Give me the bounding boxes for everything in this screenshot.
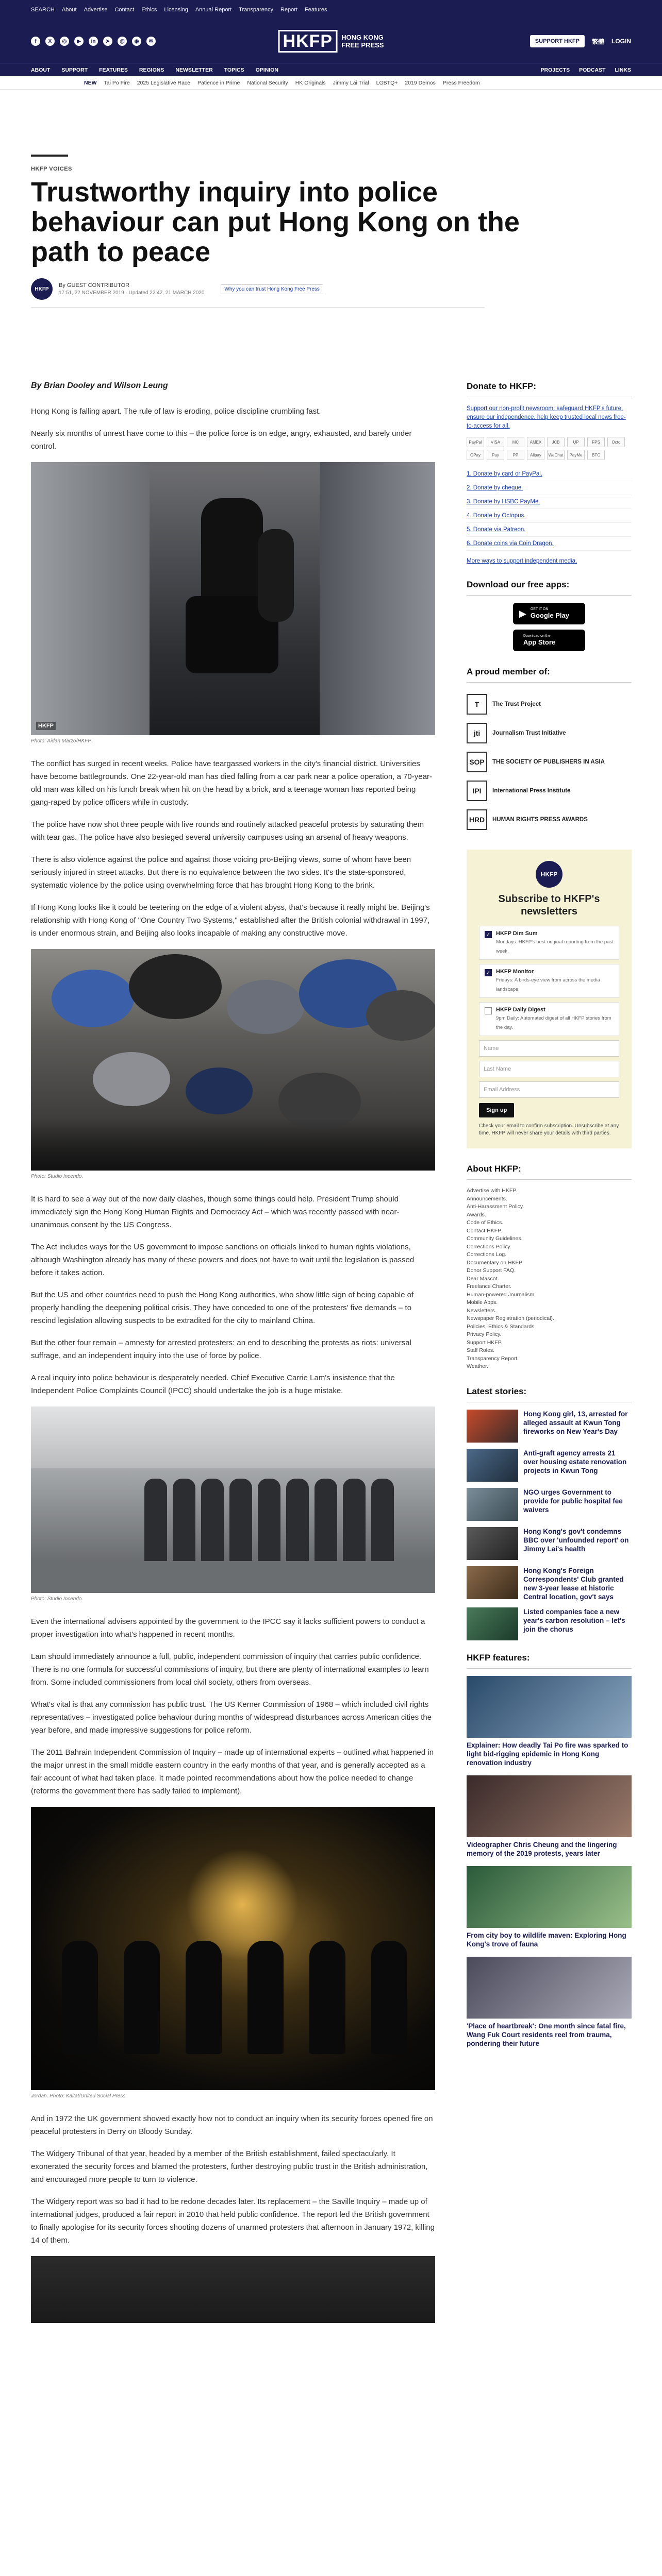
trending-bar: [0, 76, 662, 90]
feature-image[interactable]: [467, 1957, 632, 2019]
latest-story[interactable]: [467, 1488, 632, 1521]
silhouette: [309, 1941, 345, 2054]
youtube-icon[interactable]: ▶: [74, 37, 84, 46]
article-paragraph: Even the international advisers appointed by the government to the IPCC say it lacks sufficient powers to conduct a proper investigation into what's happened in recent months.: [31, 1617, 425, 1639]
story-title[interactable]: Anti-graft agency arrests 21 over housing estate renovation projects in Kwun Tong: [523, 1449, 627, 1475]
nav-item-projects[interactable]: PROJECTS: [540, 66, 570, 73]
donate-option-link[interactable]: 1. Donate by card or PayPal.: [467, 467, 632, 481]
article-body: [31, 381, 435, 2323]
newsletter-option-name: HKFP Monitor: [496, 969, 534, 975]
payment-pay-icon: Pay: [487, 450, 504, 460]
donate-heading: Donate to HKFP:: [467, 381, 632, 397]
newsletter-option-desc: Fridays: A birds-eye view from across the media landscape.: [496, 977, 600, 992]
nav-item-support[interactable]: SUPPORT: [61, 66, 88, 73]
name-field[interactable]: Name: [479, 1040, 619, 1057]
feature-title[interactable]: Explainer: How deadly Tai Po fire was sparked to light bid-rigging epidemic in Hong Kong renovation industry: [467, 1741, 628, 1767]
site-logo[interactable]: [278, 30, 384, 53]
story-title[interactable]: Listed companies face a new year's carbon resolution – let's join the chorus: [523, 1607, 625, 1633]
newsletter-option-name: HKFP Daily Digest: [496, 1007, 545, 1013]
article-byline: [31, 278, 485, 308]
google-play-badge[interactable]: [513, 603, 585, 624]
about-link[interactable]: Transparency Report.: [467, 1355, 519, 1362]
payment-icons: [467, 437, 632, 460]
about-link[interactable]: Code of Ethics.: [467, 1219, 504, 1226]
email-field[interactable]: Email Address: [479, 1081, 619, 1098]
member-logo: T: [467, 694, 487, 715]
logo-text: [341, 33, 384, 49]
umbrella: [227, 980, 304, 1034]
google-play-icon: ▶: [519, 608, 526, 619]
donate-option-link[interactable]: 3. Donate by HSBC PayMe.: [467, 495, 632, 509]
trending-new-label: NEW: [84, 79, 97, 86]
about-link[interactable]: Weather.: [467, 1363, 488, 1369]
language-toggle[interactable]: 繁體: [591, 38, 604, 45]
member-list: [467, 690, 632, 834]
article-paragraph: But the US and other countries need to push the Hong Kong authorities, who show little sign of being capable of properly handling the deepening political crisis. They have conceded to one of the protesters' five demands – to rescind legislation allowing suspects to be extradited for the city to mainland China.: [31, 1291, 414, 1325]
utility-link-advertise[interactable]: Advertise: [84, 7, 108, 13]
x-icon[interactable]: X: [45, 37, 55, 46]
newsletter-checkbox[interactable]: ✓: [485, 969, 492, 976]
pavement: [31, 1561, 435, 1593]
sidebar: [467, 381, 632, 2056]
linkedin-icon[interactable]: in: [89, 37, 98, 46]
about-link[interactable]: Advertise with HKFP.: [467, 1188, 517, 1194]
google-play-big: Google Play: [530, 611, 569, 619]
trending-link[interactable]: 2025 Legislative Race: [137, 79, 191, 86]
article-photo: [31, 949, 435, 1171]
latest-story[interactable]: [467, 1449, 632, 1482]
main-nav: [0, 63, 662, 76]
byline-meta: [59, 282, 204, 296]
utility-link-transparency[interactable]: Transparency: [239, 7, 273, 13]
utility-bar: [0, 0, 662, 20]
payment-fps-icon: FPS: [587, 437, 605, 447]
member-logo: jti: [467, 723, 487, 743]
trending-link[interactable]: National Security: [247, 79, 288, 86]
about-link[interactable]: Newsletters.: [467, 1307, 496, 1314]
article-photo: [31, 1807, 435, 2090]
photo-caption: Photo: Aidan Marzo/HKFP.: [31, 738, 92, 744]
trending-link[interactable]: 2019 Demos: [405, 79, 436, 86]
utility-link-features[interactable]: Features: [305, 7, 327, 13]
about-link[interactable]: Donor Support FAQ.: [467, 1267, 516, 1274]
payment-jcb-icon: JCB: [547, 437, 565, 447]
google-play-text: [531, 607, 569, 620]
newsletter-option-text: [496, 969, 614, 993]
member-item[interactable]: [467, 690, 632, 719]
nav-item-newsletter[interactable]: NEWSLETTER: [175, 66, 213, 73]
nav-item-links[interactable]: LINKS: [615, 66, 631, 73]
threads-icon[interactable]: @: [118, 37, 127, 46]
feature-item[interactable]: [467, 1866, 632, 1948]
article-paragraph: The police have now shot three people with live rounds and routinely attacked peaceful protests by saturating them with tear gas. The police have also besieged several university campuses using an arsenal of heavy weapons.: [31, 820, 424, 842]
member-name: HUMAN RIGHTS PRESS AWARDS: [492, 817, 588, 823]
article-authors: By Brian Dooley and Wilson Leung: [31, 381, 168, 390]
logo-line-1: HONG KONG: [341, 33, 384, 41]
utility-link-annual-report[interactable]: Annual Report: [195, 7, 232, 13]
header-actions: [530, 35, 631, 47]
article-dates: 17:51, 22 NOVEMBER 2019 · Updated 22:42, 21 MARCH 2020: [59, 290, 205, 296]
donate-intro-link[interactable]: Support our non-profit newsroom: safeguard HKFP's future, ensure our independence, help keep trusted local news free-to-access for all.: [467, 405, 626, 429]
about-link[interactable]: Awards.: [467, 1211, 486, 1218]
feature-image[interactable]: [467, 1775, 632, 1837]
article-paragraph: What's vital is that any commission has public trust. The US Kerner Commission of 1968 – which included civil rights representatives – investigated police behaviour during months of widespread disturbances across American cities the year before, and made impressive suggestions for police reform.: [31, 1700, 432, 1735]
about-link[interactable]: Documentary on HKFP.: [467, 1259, 523, 1266]
facebook-icon[interactable]: f: [31, 37, 40, 46]
photo-caption: Photo: Studio Incendo.: [31, 1596, 84, 1602]
member-name: International Press Institute: [492, 788, 571, 794]
byline-author-name[interactable]: GUEST CONTRIBUTOR: [67, 282, 130, 289]
umbrella: [366, 990, 435, 1041]
story-title[interactable]: Hong Kong girl, 13, arrested for alleged assault at Kwun Tong fireworks on New Year's Day: [523, 1410, 628, 1435]
latest-stories: [467, 1410, 632, 1640]
instagram-icon[interactable]: ◎: [60, 37, 69, 46]
story-thumbnail[interactable]: [467, 1488, 518, 1521]
article-photo: [31, 2256, 435, 2323]
site-header: [0, 20, 662, 63]
article-paragraph: And in 1972 the UK government showed exactly how not to conduct an inquiry when its security forces opened fire on peaceful protesters in Derry on Bloody Sunday.: [31, 2114, 433, 2136]
latest-story[interactable]: [467, 1566, 632, 1601]
about-link[interactable]: Staff Roles.: [467, 1347, 495, 1353]
newsletter-option[interactable]: [479, 926, 619, 960]
article-paragraph: Lam should immediately announce a full, public, independent commission of inquiry that carries public confidence. There is no one formula for successful commissions of inquiry, but there are plenty of international examples to learn from. Some included commissioners from local civil society, others from overseas.: [31, 1652, 429, 1687]
byline-prefix: By: [59, 282, 65, 289]
trending-link[interactable]: Jimmy Lai Trial: [333, 79, 369, 86]
newsletter-option[interactable]: [479, 964, 619, 998]
newsletter-option-desc: Mondays: HKFP's best original reporting from the past week.: [496, 939, 614, 954]
utility-link-ethics[interactable]: Ethics: [141, 7, 157, 13]
bystander: [258, 529, 294, 622]
article-paragraph: There is also violence against the police and against those voicing pro-Beijing views, some of whom have been seriously injured in street attacks. But there is no equivalence between the two sides. It's the state-sponsored, systematic violence by the police using overwhelming force that has brought Hong Kong to the brink.: [31, 855, 411, 890]
app-store-text: [523, 634, 555, 647]
nav-item-regions[interactable]: REGIONS: [139, 66, 164, 73]
about-link[interactable]: Privacy Policy.: [467, 1331, 502, 1337]
building-facade: [31, 1406, 435, 1468]
photo-caption: Photo: Studio Incendo.: [31, 1174, 84, 1179]
apps-heading: Download our free apps:: [467, 580, 632, 596]
title-rule: [31, 155, 68, 157]
article-paragraph: If Hong Kong looks like it could be teetering on the edge of a violent abyss, that's because it really might be. Beijing's relationship with Hong Kong of "One Country Two Systems," established after the British colonial withdrawal in 1997, is under enormous strain, and Beijing also looks incapable of making any constructive move.: [31, 903, 430, 938]
member-name: The Trust Project: [492, 701, 541, 707]
article-paragraph: A real inquiry into police behaviour is desperately needed. Chief Executive Carrie Lam's insistence that the Independent Police Complaints Council (IPCC) should undertake the job is a huge mistake.: [31, 1374, 395, 1395]
signup-button[interactable]: Sign up: [479, 1103, 514, 1117]
byline-author: [59, 282, 204, 289]
article-photo: [31, 1406, 435, 1593]
utility-link-contact[interactable]: Contact: [114, 7, 135, 13]
story-thumbnail[interactable]: [467, 1527, 518, 1560]
article-paragraph: The 2011 Bahrain Independent Commission of Inquiry – made up of international experts – outlined what happened in the major unrest in the small middle eastern country in the early months of that year, and is generally accepted as a fair account of what had taken place. It made pointed recommendations about how the police needed to change (reforms the government there has sadly failed to implement).: [31, 1748, 434, 1795]
donate-intro: [467, 404, 632, 431]
support-hkfp-button[interactable]: SUPPORT HKFP: [530, 35, 585, 47]
member-name: Journalism Trust Initiative: [492, 730, 566, 736]
nav-item-about[interactable]: ABOUT: [31, 66, 51, 73]
storefront-right: [320, 462, 435, 735]
newsletter-note: Check your email to confirm subscription. Unsubscribe at any time. HKFP will never share your details with third parties.: [479, 1123, 619, 1136]
about-link[interactable]: Corrections Policy.: [467, 1243, 511, 1250]
about-link[interactable]: Anti-Harassment Policy.: [467, 1204, 524, 1210]
member-item[interactable]: [467, 748, 632, 776]
story-thumbnail[interactable]: [467, 1410, 518, 1443]
feature-item[interactable]: [467, 1775, 632, 1858]
member-item[interactable]: [467, 805, 632, 834]
newsletter-title: Subscribe to HKFP's newsletters: [498, 893, 600, 917]
payment-pp-icon: PP: [507, 450, 524, 460]
nav-item-topics[interactable]: TOPICS: [224, 66, 244, 73]
login-link[interactable]: LOGIN: [611, 38, 631, 45]
trending-link[interactable]: Press Freedom: [442, 79, 480, 86]
story-thumbnail[interactable]: [467, 1449, 518, 1482]
about-link[interactable]: Dear Mascot.: [467, 1275, 499, 1282]
newsletter-logo: HKFP: [536, 861, 562, 888]
article-paragraph: The conflict has surged in recent weeks. Police have teargassed workers in the city's financial district. Universities have become battlegrounds. One 22-year-old man has died falling from a car park near a police operation, a 70-year-old man was killed on his lunch break when hit on the head by a brick, and a teenage woman has reported being gang-raped by police officers while in custody.: [31, 759, 432, 807]
newsletter-option-desc: 9pm Daily: Automated digest of all HKFP stories from the day.: [496, 1015, 611, 1030]
payment-visa-icon: VISA: [487, 437, 504, 447]
umbrella: [52, 970, 134, 1027]
social-icons: [31, 37, 156, 46]
newsletter-option[interactable]: [479, 1002, 619, 1036]
utility-link-report[interactable]: Report: [280, 7, 298, 13]
telegram-icon[interactable]: ➤: [103, 37, 112, 46]
payment-mc-icon: MC: [507, 437, 524, 447]
trending-link[interactable]: Tai Po Fire: [104, 79, 130, 86]
feature-item[interactable]: [467, 1957, 632, 2048]
author-avatar: HKFP: [31, 278, 53, 300]
about-link[interactable]: Policies, Ethics & Standards.: [467, 1323, 536, 1330]
newsletter-box: [467, 850, 632, 1148]
logo-line-2: FREE PRESS: [341, 41, 384, 49]
silhouette: [124, 1941, 160, 2054]
donate-option-link[interactable]: 5. Donate via Patreon.: [467, 523, 632, 537]
newsletter-checkbox[interactable]: [485, 1007, 492, 1014]
member-logo: IPI: [467, 781, 487, 801]
feature-title[interactable]: Videographer Chris Cheung and the lingering memory of the 2019 protests, years later: [467, 1840, 617, 1857]
payment-alipay-icon: Alipay: [527, 450, 544, 460]
silhouette: [62, 1941, 98, 2054]
about-heading: About HKFP:: [467, 1164, 632, 1180]
about-link[interactable]: Community Guidelines.: [467, 1235, 523, 1242]
article-paragraph: Nearly six months of unrest have come to this – the police force is on edge, angry, exhausted, and barely under control.: [31, 429, 412, 451]
member-logo: HRD: [467, 809, 487, 830]
feature-image[interactable]: [467, 1676, 632, 1738]
article-photo: [31, 462, 435, 735]
donate-options: [467, 467, 632, 551]
google-play-small: GET IT ON: [530, 607, 549, 611]
article-paragraph: It is hard to see a way out of the now daily clashes, though some things could help. President Trump should immediately sign the Hong Kong Human Rights and Democracy Act – which was recently passed with near-unanimous consent by the US Congress.: [31, 1195, 400, 1229]
crowd-shadow: [31, 1119, 435, 1171]
article-paragraph: Hong Kong is falling apart. The rule of law is eroding, police discipline crumbling fast.: [31, 407, 321, 416]
feature-title[interactable]: From city boy to wildlife maven: Exploring Hong Kong's trove of fauna: [467, 1931, 626, 1948]
story-thumbnail[interactable]: [467, 1566, 518, 1599]
nav-item-podcast[interactable]: PODCAST: [579, 66, 606, 73]
payment-btc-icon: BTC: [587, 450, 605, 460]
trending-link[interactable]: LGBTQ+: [376, 79, 398, 86]
newsletter-options: [479, 926, 619, 1036]
member-item[interactable]: [467, 776, 632, 805]
silhouette: [371, 1941, 407, 2054]
payment-gpay-icon: GPay: [467, 450, 484, 460]
main-nav-right: [541, 67, 631, 73]
article-header: [31, 155, 631, 308]
features-list: [467, 1676, 632, 2048]
logo-mark: HKFP: [278, 30, 338, 53]
latest-heading: Latest stories:: [467, 1386, 632, 1402]
story-thumbnail[interactable]: [467, 1607, 518, 1640]
app-store-badge[interactable]: [513, 630, 585, 651]
article-paragraph: The Widgery report was so bad it had to be redone decades later. Its replacement – the Saville Inquiry – made up of international judges, produced a fair report in 2010 that held public confidence. The report led the British government to finally apologise for its security forces shooting dozens of unarmed protesters that afternoon in January 1972, killing 14 of them.: [31, 2197, 435, 2245]
app-store-small: Download on the: [523, 634, 551, 638]
article-kicker[interactable]: HKFP VOICES: [31, 166, 72, 172]
storefront-left: [31, 462, 150, 735]
article-paragraph: The Widgery Tribunal of that year, headed by a member of the British establishment, failed spectacularly. It exonerated the security forces and blamed the protesters, further destroying public trust in the British administration, and encouraged more people to turn to violence.: [31, 2149, 428, 2184]
donate-option-link[interactable]: 2. Donate by cheque.: [467, 481, 632, 495]
newsletter-option-text: [496, 930, 614, 955]
newsletter-option-name: HKFP Dim Sum: [496, 930, 538, 937]
story-title[interactable]: Hong Kong's gov't condemns BBC over 'unfounded report' on Jimmy Lai's health: [523, 1527, 629, 1553]
latest-story[interactable]: [467, 1607, 632, 1640]
nav-item-opinion[interactable]: OPINION: [255, 66, 278, 73]
payment-wechat-icon: WeChat: [547, 450, 565, 460]
nav-item-features[interactable]: FEATURES: [99, 66, 128, 73]
feature-image[interactable]: [467, 1866, 632, 1928]
silhouette: [247, 1941, 284, 2054]
feature-item[interactable]: [467, 1676, 632, 1767]
trending-link[interactable]: HK Originals: [295, 79, 326, 86]
payment-payme-icon: PayMe: [567, 450, 585, 460]
newsletter-option-text: [496, 1007, 614, 1031]
utility-link-search[interactable]: SEARCH: [31, 7, 55, 13]
features-heading: HKFP features:: [467, 1653, 632, 1669]
latest-story[interactable]: [467, 1527, 632, 1560]
latest-story[interactable]: [467, 1410, 632, 1443]
photo-caption: Jordan. Photo: Kaitat/United Social Press.: [31, 2093, 127, 2099]
payment-up-icon: UP: [567, 437, 585, 447]
umbrella: [129, 954, 222, 1019]
last-name-field[interactable]: Last Name: [479, 1061, 619, 1077]
about-link[interactable]: Contact HKFP.: [467, 1227, 502, 1234]
newsletter-checkbox[interactable]: ✓: [485, 931, 492, 938]
member-logo: SOP: [467, 752, 487, 772]
about-links: [467, 1187, 632, 1371]
member-heading: A proud member of:: [467, 667, 632, 683]
mail-icon[interactable]: ✉: [146, 37, 156, 46]
story-title[interactable]: Hong Kong's Foreign Correspondents' Club granted new 3-year lease at historic Central location, gov't says: [523, 1566, 624, 1601]
trending-link[interactable]: Patience in Prime: [197, 79, 240, 86]
story-title[interactable]: NGO urges Government to provide for public hospital fee waivers: [523, 1488, 623, 1514]
utility-links: [31, 7, 327, 13]
rss-icon[interactable]: ◉: [132, 37, 141, 46]
photo-watermark: HKFP: [36, 722, 56, 730]
article-title: Trustworthy inquiry into police behaviour can put Hong Kong on the path to peace: [31, 177, 520, 267]
trust-link[interactable]: Why you can trust Hong Kong Free Press: [221, 284, 323, 294]
about-link[interactable]: Mobile Apps.: [467, 1299, 498, 1306]
app-store-big: App Store: [523, 638, 556, 646]
about-link[interactable]: Corrections Log.: [467, 1251, 507, 1258]
more-ways-link[interactable]: More ways to support independent media.: [467, 558, 577, 564]
about-link[interactable]: Freelance Charter.: [467, 1283, 511, 1290]
payment-octo-icon: Octo: [607, 437, 625, 447]
donate-option-link[interactable]: 6. Donate coins via Coin Dragon.: [467, 537, 632, 551]
utility-link-about[interactable]: About: [61, 7, 77, 13]
about-link[interactable]: Newspaper Registration (periodical).: [467, 1315, 554, 1321]
donate-option-link[interactable]: 4. Donate by Octopus.: [467, 509, 632, 523]
umbrella: [186, 1067, 253, 1114]
feature-title[interactable]: 'Place of heartbreak': One month since fatal fire, Wang Fuk Court residents reel from trauma, pondering their future: [467, 2022, 626, 2047]
silhouette: [186, 1941, 222, 2054]
member-item[interactable]: [467, 719, 632, 748]
article-paragraph: The Act includes ways for the US government to impose sanctions on officials linked to human rights violations, although Washington already has many of these powers and does not have to wait until the legislation is passed before it takes action.: [31, 1243, 415, 1277]
about-link[interactable]: Support HKFP.: [467, 1339, 503, 1346]
member-name: THE SOCIETY OF PUBLISHERS IN ASIA: [492, 759, 605, 765]
about-link[interactable]: Announcements.: [467, 1195, 507, 1202]
payment-paypal-icon: PayPal: [467, 437, 484, 447]
utility-link-licensing[interactable]: Licensing: [164, 7, 188, 13]
payment-amex-icon: AMEX: [527, 437, 544, 447]
article-paragraph: But the other four remain – amnesty for arrested protesters: an end to describing the protests as riots: universal suffrage, and an independent inquiry into the use of force by police.: [31, 1338, 411, 1360]
umbrella: [93, 1052, 170, 1106]
about-link[interactable]: Human-powered Journalism.: [467, 1291, 536, 1298]
